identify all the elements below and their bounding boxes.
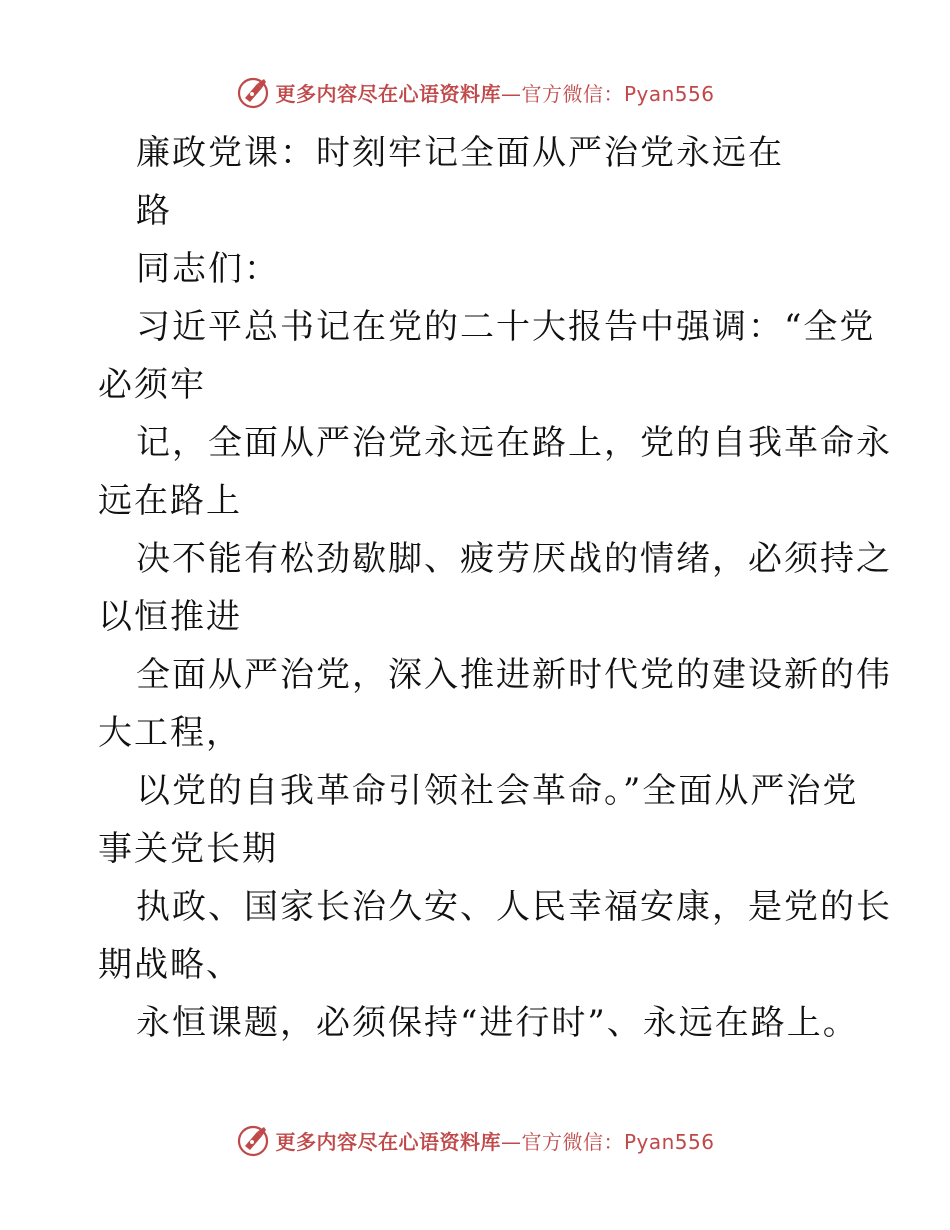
- paragraph-line: 以恒推进: [98, 597, 242, 637]
- header-banner-main: 更多内容尽在心语资料库: [275, 81, 501, 106]
- paragraph-line: 以党的自我革命引领社会革命。”全面从严治党: [136, 771, 859, 811]
- paragraph-line: 全面从严治党，深入推进新时代党的建设新的伟: [136, 655, 892, 695]
- footer-banner-main: 更多内容尽在心语资料库: [275, 1129, 501, 1154]
- document-title-line-1: 廉政党课：时刻牢记全面从严治党永远在: [136, 133, 784, 173]
- paragraph-line: 必须牢: [98, 365, 206, 405]
- footer-banner: [0, 1120, 950, 1160]
- document-title-line-2: 路: [136, 191, 172, 231]
- header-banner-wechat: 官方微信：Pyan556: [521, 81, 715, 106]
- document-body: [98, 124, 892, 1052]
- footer-banner-text: [275, 1126, 714, 1155]
- pen-nib-logo-icon: [235, 74, 271, 110]
- footer-banner-sep: —: [500, 1129, 522, 1154]
- header-banner: [0, 72, 950, 112]
- paragraph-line: 记，全面从严治党永远在路上，党的自我革命永: [136, 423, 892, 463]
- paragraph-line: 决不能有松劲歇脚、疲劳厌战的情绪，必须持之: [136, 539, 892, 579]
- paragraph-line: 习近平总书记在党的二十大报告中强调：“全党: [136, 307, 876, 347]
- paragraph-line: 期战略、: [98, 945, 242, 985]
- pen-nib-logo-icon: [235, 1122, 271, 1158]
- paragraph-line: 远在路上: [98, 481, 242, 521]
- paragraph-line: 大工程，: [98, 713, 242, 753]
- header-banner-sep: —: [500, 81, 522, 106]
- header-banner-text: [275, 78, 714, 107]
- paragraph-line: 事关党长期: [98, 829, 278, 869]
- salutation-line: 同志们：: [136, 249, 280, 289]
- paragraph-line: 执政、国家长治久安、人民幸福安康，是党的长: [136, 887, 892, 927]
- paragraph-line: 永恒课题，必须保持“进行时”、永远在路上。: [136, 1003, 859, 1043]
- footer-banner-wechat: 官方微信：Pyan556: [521, 1129, 715, 1154]
